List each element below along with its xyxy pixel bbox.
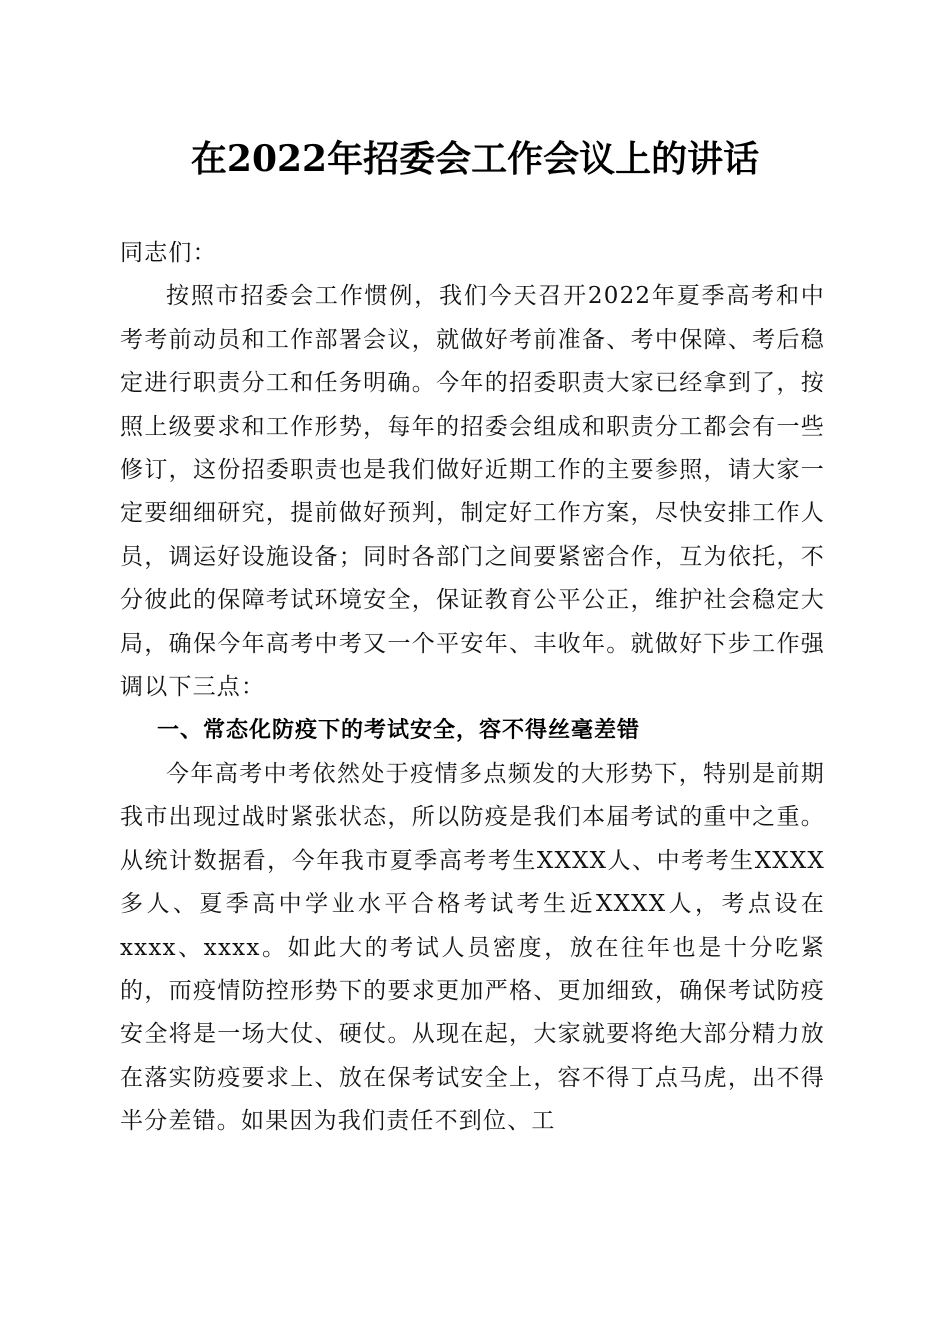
intro-paragraph: 按照市招委会工作惯例，我们今天召开2022年夏季高考和中考考前动员和工作部署会议，就做好考前准备、考中保障、考后稳定进行职责分工和任务明确。今年的招委职责大家已经拿到了，按照上级要求和工作形势，每年的招委会组成和职责分工都会有一些修订，这份招委职责也是我们做好近期工作的主要参照，请大家一定要细细研究，提前做好预判，制定好工作方案，尽快安排工作人员，调运好设施设备；同时各部门之间要紧密合作，互为依托，不分彼此的保障考试环境安全，保证教育公平公正，维护社会稳定大局，确保今年高考中考又一个平安年、丰收年。就做好下步工作强调以下三点：: [120, 283, 825, 701]
salutation: 同志们：: [120, 240, 217, 266]
document-title: 在2022年招委会工作会议上的讲话: [190, 138, 760, 180]
document-body: [120, 232, 825, 1144]
section-heading: 一、常态化防疫下的考试安全，容不得丝毫差错: [157, 718, 641, 744]
section-paragraph: 今年高考中考依然处于疫情多点频发的大形势下，特别是前期我市出现过战时紧张状态，所以防疫是我们本届考试的重中之重。从统计数据看，今年我市夏季高考考生XXXX人、中考考生XXXX多人、夏季高中学业水平合格考试考生近XXXX人，考点设在xxxx、xxxx。如此大的考试人员密度，放在往年也是十分吃紧的，而疫情防控形势下的要求更加严格、更加细致，确保考试防疫安全将是一场大仗、硬仗。从现在起，大家就要将绝大部分精力放在落实防疫要求上、放在保考试安全上，容不得丁点马虎，出不得半分差错。如果因为我们责任不到位、工: [120, 760, 825, 1135]
